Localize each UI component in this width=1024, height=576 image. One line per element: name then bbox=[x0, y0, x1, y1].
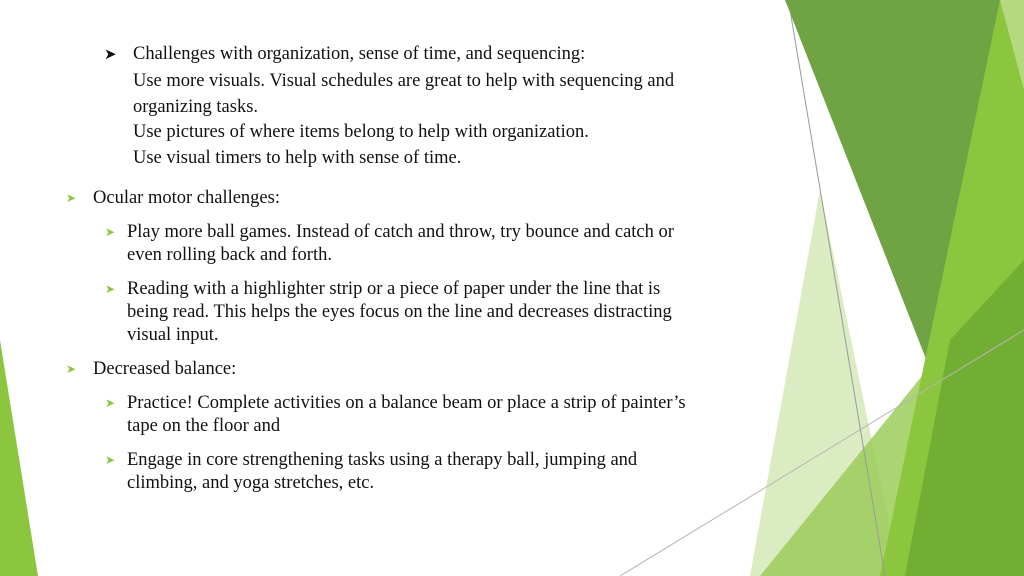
arrowhead-icon: ➤ bbox=[105, 282, 116, 296]
list-item-line: Reading with a highlighter strip or a piece of paper under the line that is bbox=[127, 279, 661, 299]
arrowhead-icon: ➤ bbox=[105, 225, 116, 239]
arrowhead-icon: ➤ bbox=[66, 191, 77, 205]
top-line: Use more visuals. Visual schedules are great to help with sequencing and bbox=[133, 71, 675, 91]
list-item-line: even rolling back and forth. bbox=[127, 245, 332, 265]
arrowhead-icon: ➤ bbox=[105, 453, 116, 467]
list-item-line: Play more ball games. Instead of catch and throw, try bounce and catch or bbox=[127, 222, 674, 242]
arrowhead-icon: ➤ bbox=[66, 362, 77, 376]
list-item-line: Practice! Complete activities on a balance beam or place a strip of painter’s bbox=[127, 393, 686, 413]
section-heading-ocular: Ocular motor challenges: bbox=[93, 188, 280, 208]
list-item-line: being read. This helps the eyes focus on the line and decreases distracting bbox=[127, 302, 672, 322]
arrowhead-icon: ➤ bbox=[105, 396, 116, 410]
top-line: Use visual timers to help with sense of time. bbox=[133, 148, 462, 168]
section-heading-balance: Decreased balance: bbox=[93, 359, 237, 379]
list-item-line: visual input. bbox=[127, 325, 219, 345]
top-heading: Challenges with organization, sense of time, and sequencing: bbox=[133, 44, 586, 64]
list-item-line: tape on the floor and bbox=[127, 416, 281, 436]
top-line: Use pictures of where items belong to help with organization. bbox=[133, 122, 589, 142]
arrowhead-icon: ➤ bbox=[104, 45, 117, 63]
list-item-line: climbing, and yoga stretches, etc. bbox=[127, 473, 375, 493]
list-item-line: Engage in core strengthening tasks using a therapy ball, jumping and bbox=[127, 450, 638, 470]
top-line: organizing tasks. bbox=[133, 97, 259, 117]
